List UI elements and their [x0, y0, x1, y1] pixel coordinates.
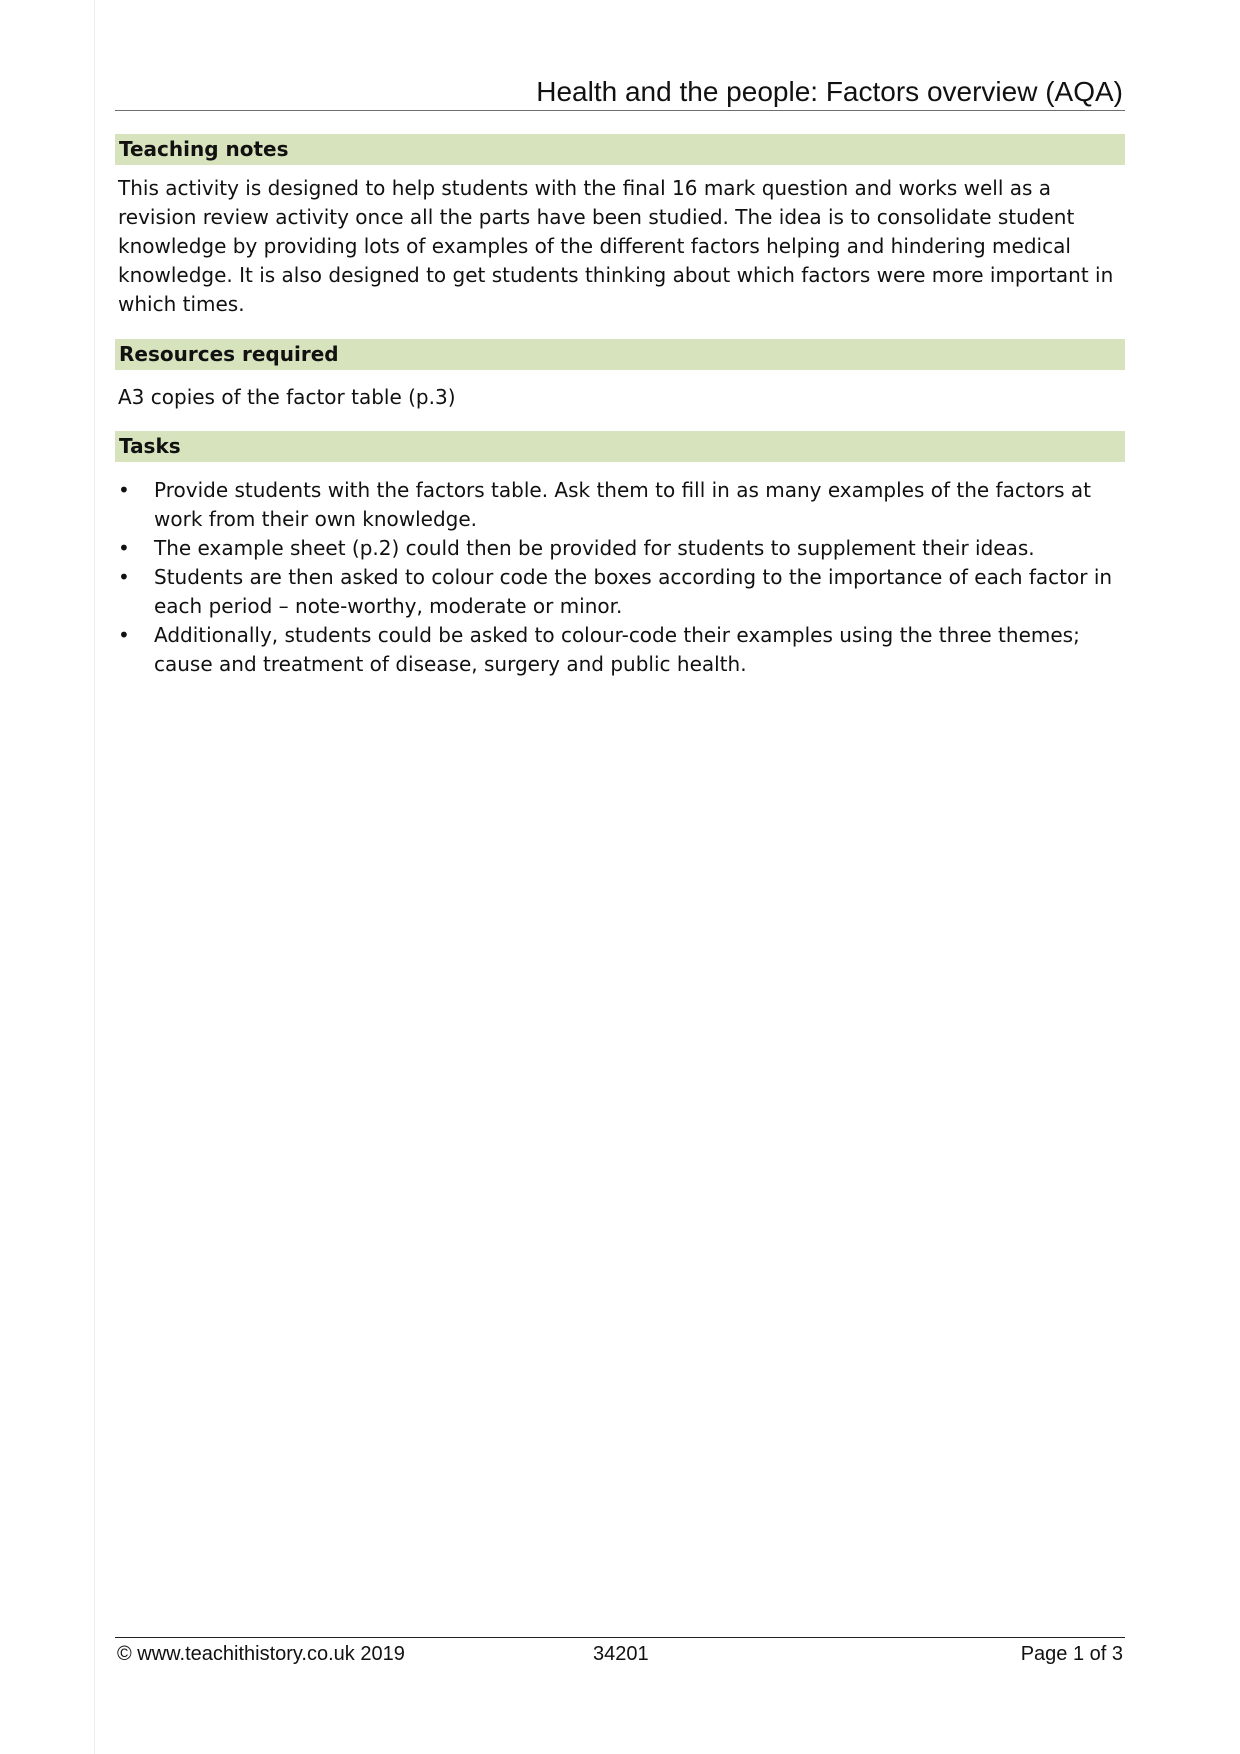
- teaching-notes-text: This activity is designed to help students with the final 16 mark question and works well as a revision review activity once all the parts have been studied. The idea is to consolidate student knowledge by providing lots of examples of the different factors helping and hindering medical knowledge. It is also designed to get students thinking about which factors were more important in which times.: [118, 176, 1114, 316]
- task-text: Additionally, students could be asked to colour-code their examples using the three themes; cause and treatment of disease, surgery and public health.: [154, 623, 1080, 676]
- teaching-notes-section: [115, 134, 1125, 319]
- bullet-icon: •: [118, 478, 130, 502]
- footer-page-number: Page 1 of 3: [1020, 1643, 1123, 1665]
- bullet-icon: •: [118, 565, 130, 589]
- tasks-heading: Tasks: [115, 431, 1125, 462]
- task-item: [115, 476, 1125, 534]
- task-list: [115, 476, 1125, 679]
- task-item: [115, 563, 1125, 621]
- document-title: Health and the people: Factors overview (AQA): [536, 76, 1123, 107]
- document-header: [115, 70, 1125, 111]
- resources-section: [115, 339, 1125, 412]
- task-item: [115, 534, 1125, 563]
- document-body: [115, 134, 1125, 679]
- task-text: The example sheet (p.2) could then be provided for students to supplement their ideas.: [154, 536, 1035, 560]
- footer-copyright: © www.teachithistory.co.uk 2019: [117, 1643, 405, 1665]
- resources-text: A3 copies of the factor table (p.3): [118, 385, 456, 409]
- bullet-icon: •: [118, 623, 130, 647]
- task-text: Provide students with the factors table. Ask them to fill in as many examples of the factors at work from their own knowledge.: [154, 478, 1092, 531]
- teaching-notes-heading: Teaching notes: [115, 134, 1125, 165]
- document-footer: [115, 1637, 1125, 1672]
- resources-heading: Resources required: [115, 339, 1125, 370]
- footer-resource-code: 34201: [593, 1643, 649, 1665]
- bullet-icon: •: [118, 536, 130, 560]
- page-edge-line: [94, 0, 95, 1754]
- task-item: [115, 621, 1125, 679]
- task-text: Students are then asked to colour code the boxes according to the importance of each factor in each period – note-worthy, moderate or minor.: [154, 565, 1113, 618]
- tasks-section: [115, 431, 1125, 679]
